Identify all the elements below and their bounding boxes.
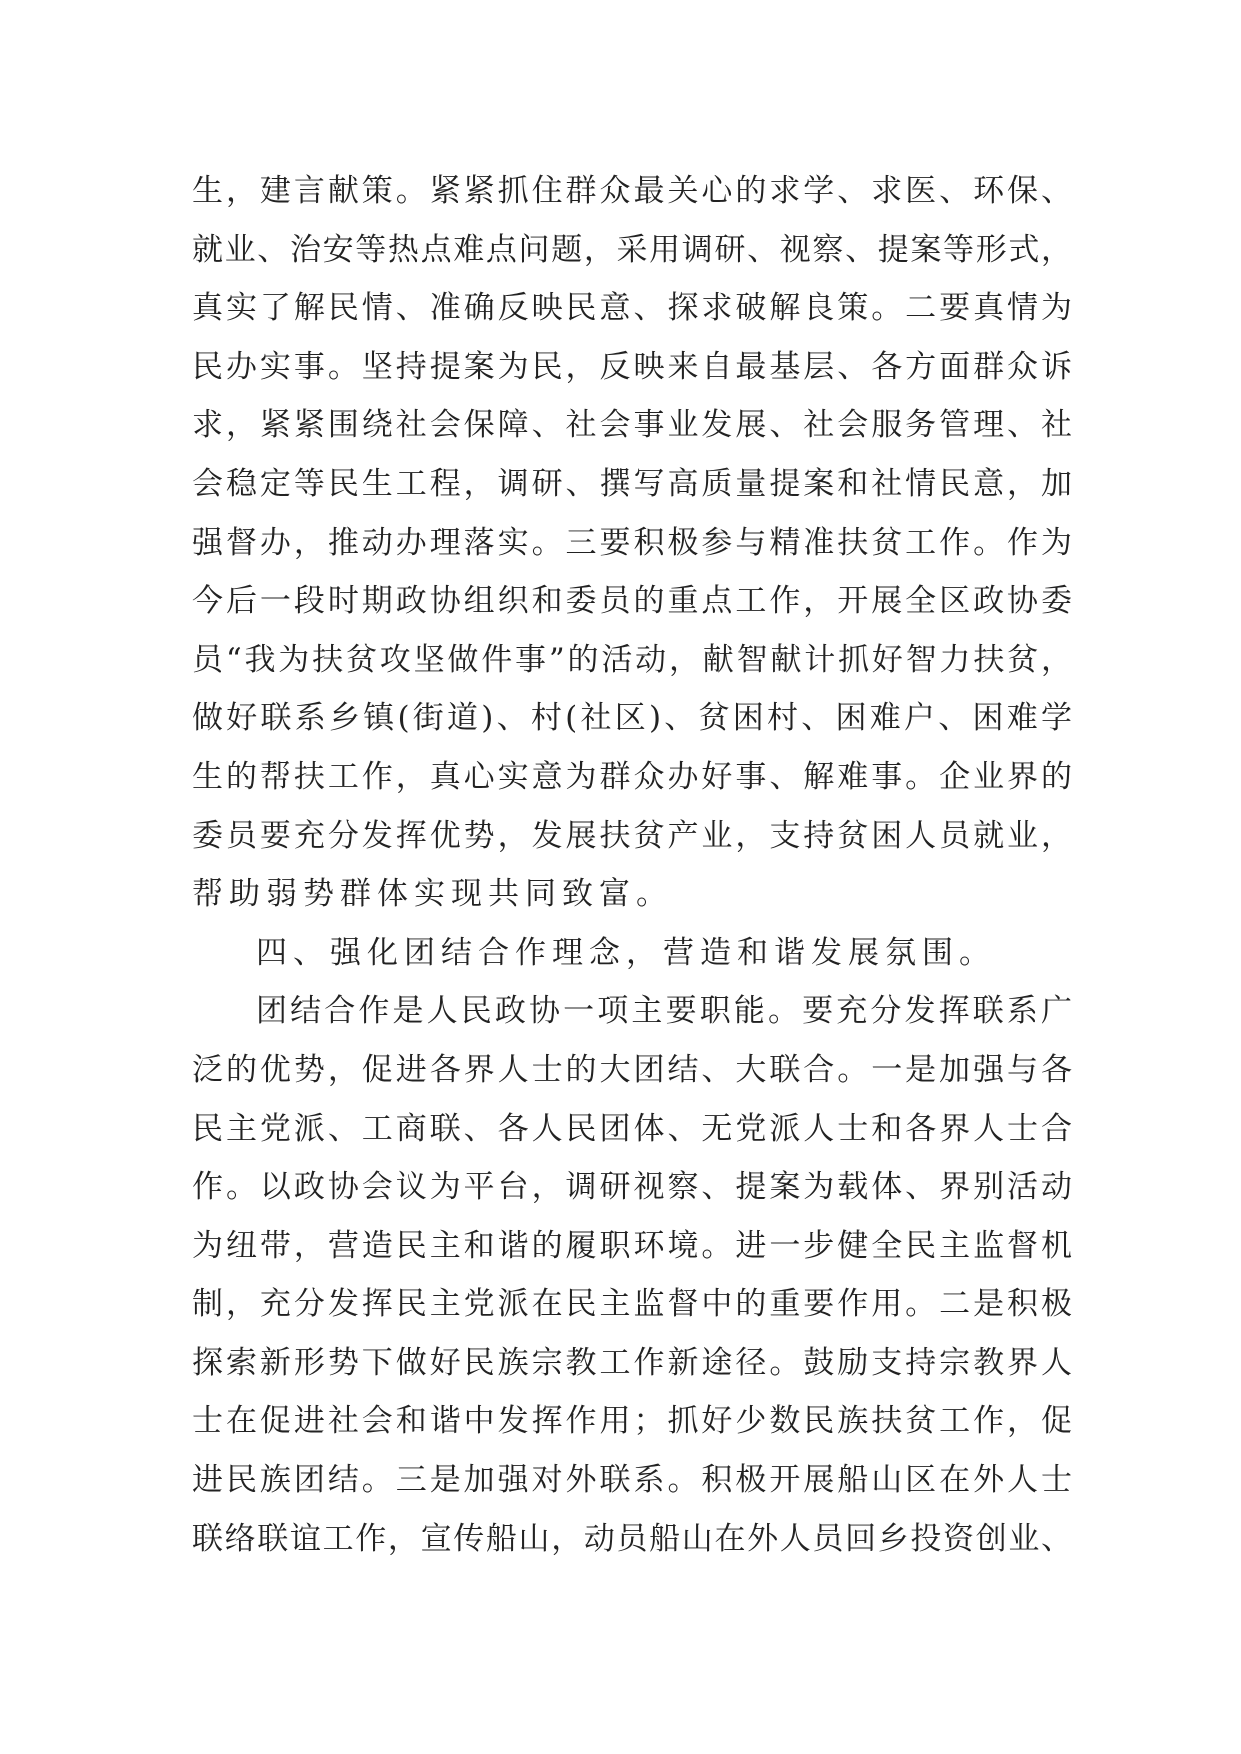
- text-line: 探索新形势下做好民族宗教工作新途径。鼓励支持宗教界人: [192, 1344, 1072, 1381]
- text-line: 进民族团结。三是加强对外联系。积极开展船山区在外人士: [192, 1462, 1072, 1499]
- text-line: 为纽带，营造民主和谐的履职环境。进一步健全民主监督机: [192, 1227, 1072, 1264]
- text-line-paragraph-end: 帮助弱势群体实现共同致富。: [192, 876, 673, 913]
- text-line: 做好联系乡镇(街道)、村(社区)、贫困村、困难户、困难学: [192, 700, 1072, 737]
- text-line: 生的帮扶工作，真心实意为群众办好事、解难事。企业界的: [192, 758, 1072, 795]
- text-line: 民主党派、工商联、各人民团体、无党派人士和各界人士合: [192, 1110, 1072, 1147]
- text-line: 今后一段时期政协组织和委员的重点工作，开展全区政协委: [192, 583, 1072, 620]
- text-line: 员“我为扶贫攻坚做件事”的活动，献智献计抓好智力扶贫，: [192, 641, 1072, 678]
- text-line: 泛的优势，促进各界人士的大团结、大联合。一是加强与各: [192, 1051, 1072, 1088]
- body-text: [192, 162, 1072, 1568]
- text-line: 强督办，推动办理落实。三要积极参与精准扶贫工作。作为: [192, 524, 1072, 561]
- text-line: 真实了解民情、准确反映民意、探求破解良策。二要真情为: [192, 290, 1072, 327]
- text-line-paragraph-start: 团结合作是人民政协一项主要职能。要充分发挥联系广: [256, 993, 1072, 1030]
- text-line: 民办实事。坚持提案为民，反映来自最基层、各方面群众诉: [192, 348, 1072, 385]
- text-line: 会稳定等民生工程，调研、撰写高质量提案和社情民意，加: [192, 465, 1072, 502]
- text-line: 委员要充分发挥优势，发展扶贫产业，支持贫困人员就业，: [192, 817, 1072, 854]
- text-line: 就业、治安等热点难点问题，采用调研、视察、提案等形式，: [192, 231, 1072, 268]
- text-line: 求，紧紧围绕社会保障、社会事业发展、社会服务管理、社: [192, 407, 1072, 444]
- text-line: 士在促进社会和谐中发挥作用；抓好少数民族扶贫工作，促: [192, 1403, 1072, 1440]
- text-line: 制，充分发挥民主党派在民主监督中的重要作用。二是积极: [192, 1286, 1072, 1323]
- text-line: 联络联谊工作，宣传船山，动员船山在外人员回乡投资创业、: [192, 1520, 1072, 1557]
- text-line: 作。以政协会议为平台，调研视察、提案为载体、界别活动: [192, 1169, 1072, 1206]
- text-line: 生，建言献策。紧紧抓住群众最关心的求学、求医、环保、: [192, 173, 1072, 209]
- section-heading: 四、强化团结合作理念，营造和谐发展氛围。: [256, 934, 996, 971]
